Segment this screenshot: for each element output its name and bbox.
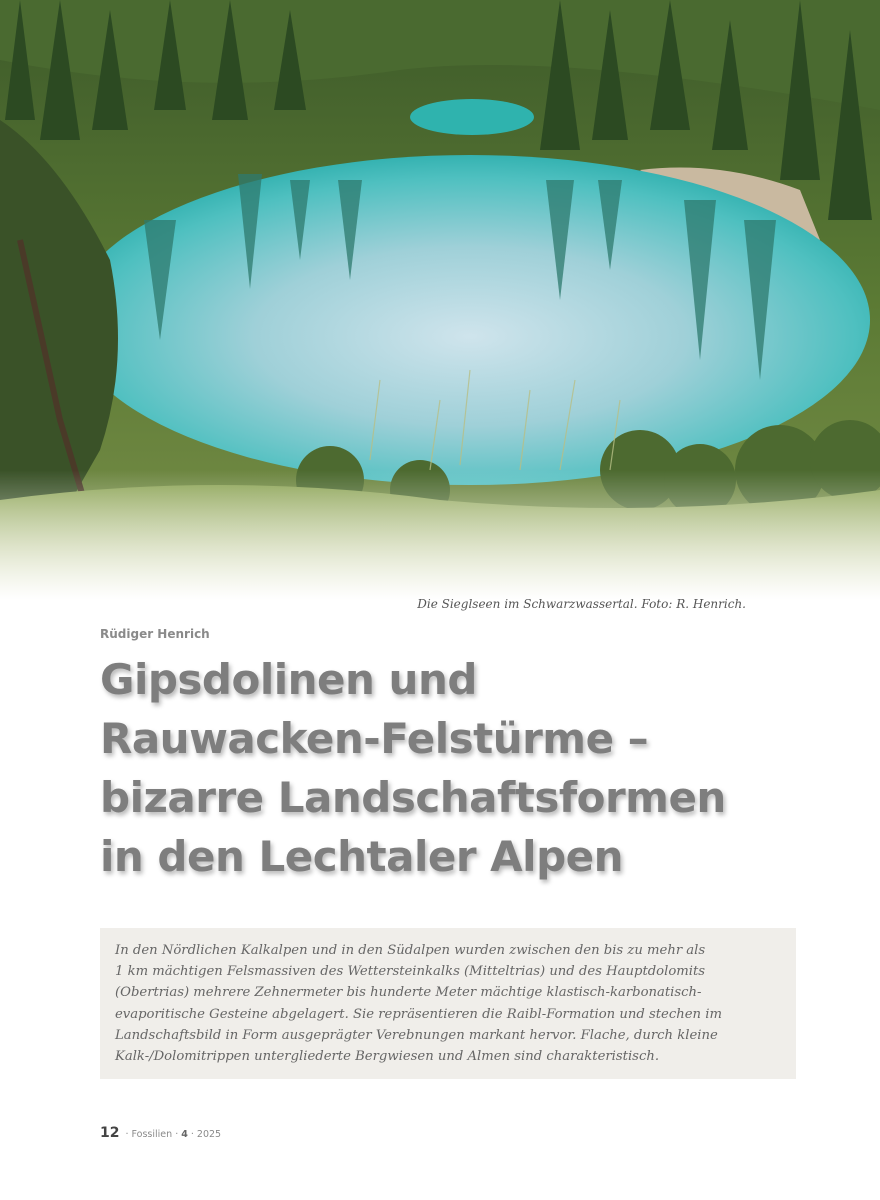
abstract-line: In den Nördlichen Kalkalpen und in den Südalpen wurden zwischen den bis zu mehr als <box>115 943 706 958</box>
footer-separator: · <box>187 1129 197 1140</box>
abstract-line: evaporitische Gesteine abgelagert. Sie repräsentieren die Raibl-Formation und stechen im <box>115 1006 722 1022</box>
issue-number: 4 <box>181 1129 188 1140</box>
article-title <box>100 650 820 886</box>
magazine-name: Fossilien <box>131 1129 173 1140</box>
abstract-box <box>100 928 796 1079</box>
page-footer <box>100 1125 221 1141</box>
footer-separator: · <box>172 1129 182 1140</box>
photo-caption: Die Sieglseen im Schwarzwassertal. Foto: R. Henrich. <box>417 597 746 611</box>
page-number: 12 <box>100 1125 120 1141</box>
abstract-line: (Obertrias) mehrere Zehnermeter bis hunderte Meter mächtige klastisch-karbonatisch- <box>115 985 702 1001</box>
abstract-line: Kalk-/Dolomitrippen untergliederte Bergwiesen und Almen sind charakteristisch. <box>115 1049 660 1065</box>
title-line: Rauwacken-Felstürme – <box>100 714 649 763</box>
issue-year: 2025 <box>196 1129 222 1140</box>
footer-separator: · <box>122 1129 132 1140</box>
author-name: Rüdiger Henrich <box>100 627 210 641</box>
title-line: bizarre Landschaftsformen <box>100 773 726 822</box>
abstract-line: 1 km mächtigen Felsmassiven des Wettersteinkalks (Mitteltrias) und des Hauptdolomits <box>115 964 706 980</box>
abstract-line: Landschaftsbild in Form ausgeprägter Verebnungen markant hervor. Flache, durch kleine <box>115 1027 718 1043</box>
title-line: Gipsdolinen und <box>100 655 477 704</box>
title-line: in den Lechtaler Alpen <box>100 832 624 881</box>
